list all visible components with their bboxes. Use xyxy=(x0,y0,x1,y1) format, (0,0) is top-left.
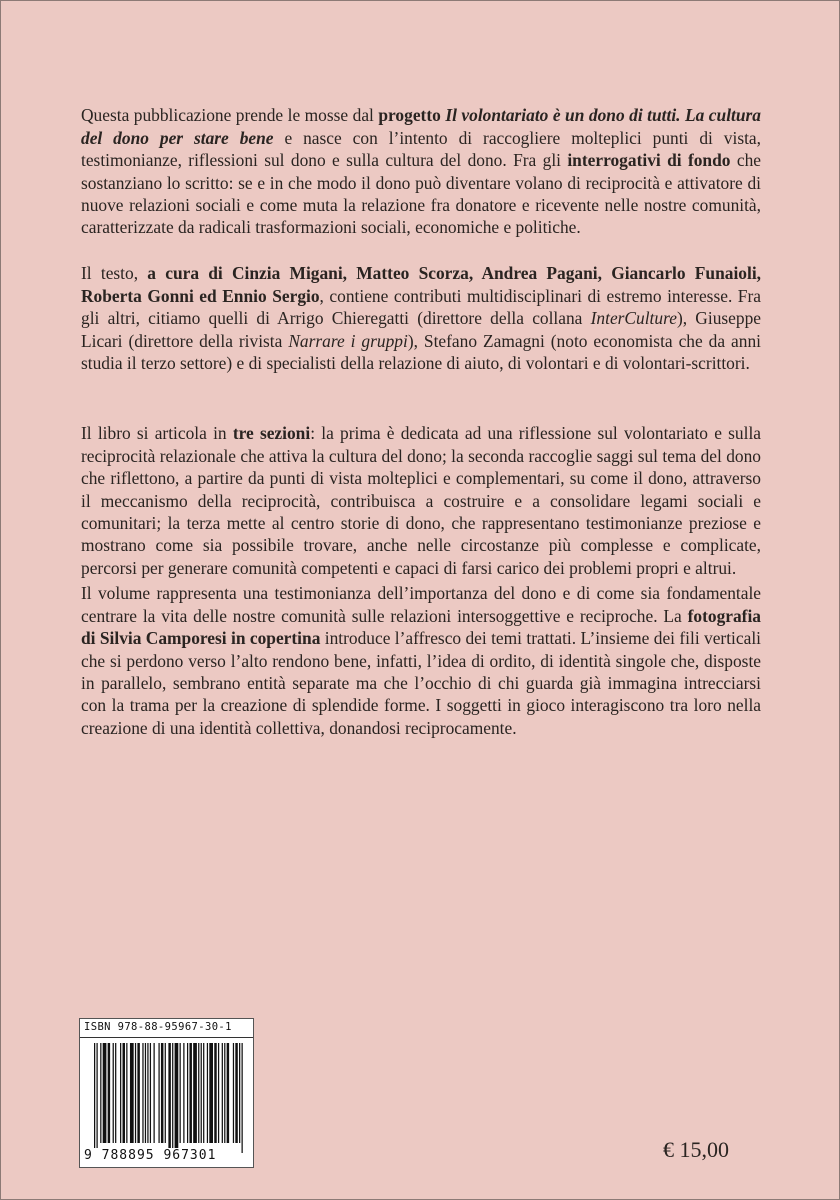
barcode-bar xyxy=(115,1043,116,1143)
barcode-bar xyxy=(193,1043,197,1143)
barcode-bar xyxy=(137,1043,139,1143)
barcode-bar xyxy=(126,1043,127,1143)
barcode-bar xyxy=(147,1043,148,1143)
barcode-icon xyxy=(94,1043,244,1153)
barcode-bar xyxy=(214,1043,216,1143)
barcode-bar xyxy=(154,1043,155,1143)
barcode-bar xyxy=(100,1043,101,1143)
barcode-bar xyxy=(183,1043,184,1143)
barcode-bar xyxy=(203,1043,204,1143)
barcode-bar xyxy=(224,1043,225,1143)
barcode-bar xyxy=(142,1043,143,1143)
barcode-bar xyxy=(175,1043,179,1153)
barcode-bar xyxy=(198,1043,199,1143)
barcode-bar xyxy=(207,1043,208,1143)
barcode-bar xyxy=(233,1043,234,1143)
barcode-bar xyxy=(168,1043,170,1153)
barcode-bar xyxy=(150,1043,151,1143)
barcode-bar xyxy=(96,1043,97,1153)
barcode-bar xyxy=(227,1043,229,1143)
barcode-bar xyxy=(108,1043,110,1143)
barcode-bar xyxy=(135,1043,136,1143)
barcode-bar xyxy=(165,1043,166,1143)
barcode-bar xyxy=(123,1043,125,1143)
barcode-bar xyxy=(187,1043,188,1143)
barcode-bar xyxy=(209,1043,213,1143)
barcode-bar xyxy=(103,1043,107,1143)
price-label: € 15,00 xyxy=(663,1137,729,1162)
barcode-bar xyxy=(239,1043,240,1143)
barcode-bar xyxy=(218,1043,219,1143)
paragraph-volume: Il volume rappresenta una testimonianza dell’importanza del dono e di come sia fondamentale centrare la vita delle nostre comunità sulle relazioni intersoggettive e reciproche. La fotografia di Silvia Camporesi in copertina introduce l’affresco dei temi trattati. L’insieme dei fili verticali che si perdono verso l’alto rendono bene, infatti, l’idea di ordito, di identità singole che, disposte in parallelo, sembrano entità separate ma che l’occhio di chi guarda già immagina intrecciarsi con la trama per la creazione di splendide forme. I soggetti in gioco interagiscono tra loro nella creazione di una identità collettiva, donandosi reciprocamente. xyxy=(81,583,761,738)
barcode-bar xyxy=(222,1043,223,1143)
barcode-bar xyxy=(120,1043,121,1143)
barcode-bar xyxy=(172,1043,173,1153)
barcode-bar xyxy=(201,1043,202,1143)
barcode-bar xyxy=(235,1043,237,1143)
paragraph-editors: Il testo, a cura di Cinzia Migani, Matteo Scorza, Andrea Pagani, Giancarlo Funaioli, Roberta Gonni ed Ennio Sergio, contiene contributi multidisciplinari di estremo interesse. Fra gli altri, citiamo quelli di Arrigo Chieregatti (direttore della collana InterCulture), Giuseppe Licari (direttore della rivista Narrare i gruppi), Stefano Zamagni (noto economista che da anni studia il terzo settore) e di specialisti della relazione di aiuto, di volontari e di volontari-scrittori. xyxy=(81,263,762,374)
barcode-bar xyxy=(242,1043,243,1153)
barcode-bar xyxy=(94,1043,95,1153)
barcode-bar xyxy=(113,1043,114,1143)
barcode-bar xyxy=(158,1043,159,1143)
barcode-digits: 9 788895 967301 xyxy=(84,1148,217,1163)
barcode-bar xyxy=(130,1043,134,1143)
paragraph-project-intro: Questa pubblicazione prende le mosse dal progetto Il volontariato è un dono di tutti. La cultura del dono per stare bene e nasce con l’intento di raccogliere molteplici punti di vista, testimonianze, riflessioni sul dono e sulla cultura del dono. Fra gli interrogativi di fondo che sostanziano lo scritto: se e in che modo il dono può diventare volano di reciprocità e attivatore di nuove relazioni sociali e come muta la relazione fra donatore e ricevente nelle nostre comunità, caratterizzate da radicali trasformazioni sociali, economiche e politiche. xyxy=(81,105,761,238)
isbn-divider xyxy=(80,1037,253,1038)
isbn-barcode xyxy=(79,1018,254,1168)
barcode-bar xyxy=(145,1043,146,1143)
paragraph-sections: Il libro si articola in tre sezioni: la prima è dedicata ad una riflessione sul volontariato e sulla reciprocità relazionale che attiva la cultura del dono; la seconda raccoglie saggi sul tema del dono che riflettono, a partire da punti di vista molteplici e complementari, su come il dono, attraverso il meccanismo della reciprocità, contribuisca a costruire e a consolidare legami sociali e comunitari; la terza mette al centro storie di dono, che rappresentano testimonianze preziose e mostrano come sia possibile trovare, anche nelle circostanze più complesse e complicate, percorsi per generare comunità competenti e capaci di farsi carico dei problemi propri e altrui. xyxy=(81,423,761,578)
barcode-bar xyxy=(180,1043,181,1143)
barcode-bar xyxy=(161,1043,163,1143)
barcode-bar xyxy=(189,1043,191,1143)
isbn-label: ISBN 978-88-95967-30-1 xyxy=(84,1021,232,1033)
